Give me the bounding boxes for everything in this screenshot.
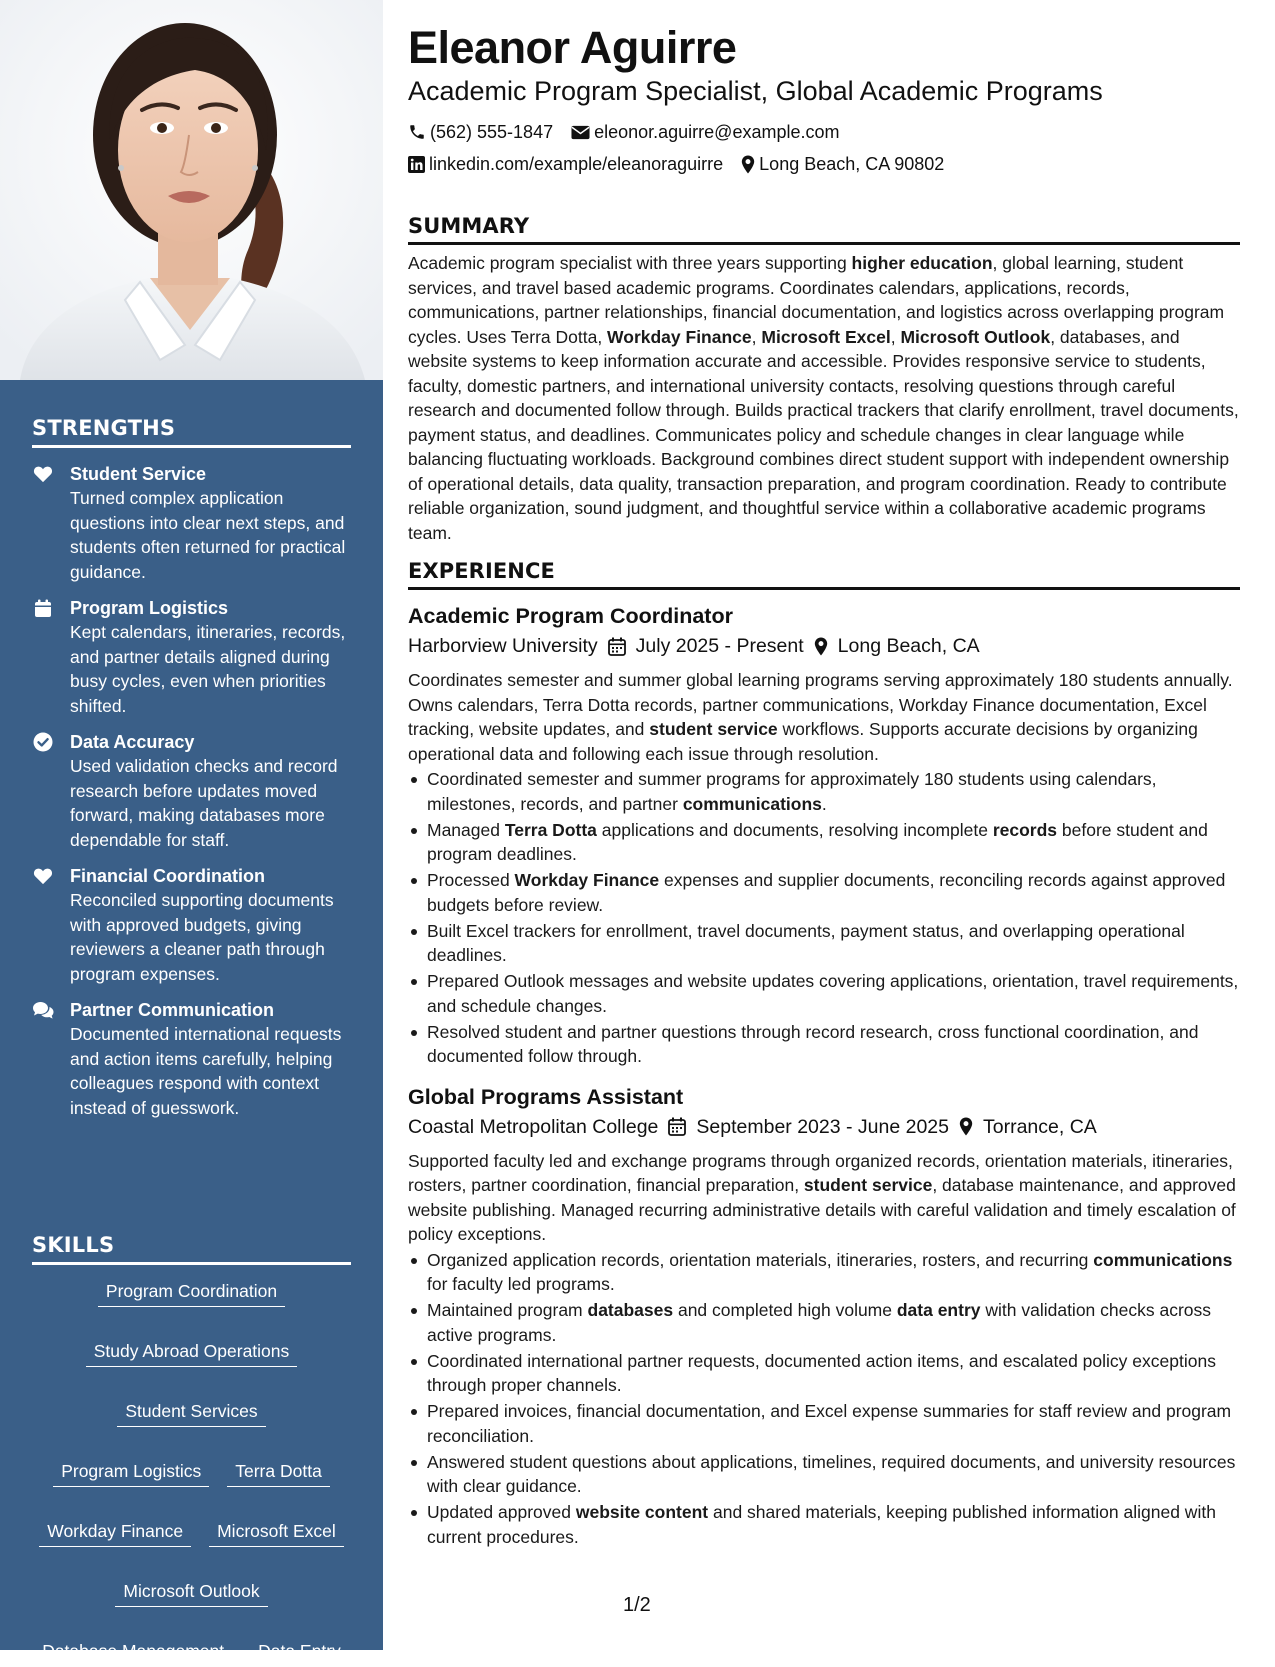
job-location: Torrance, CA: [983, 1115, 1097, 1138]
sidebar: [0, 0, 383, 1661]
skill-tag: Microsoft Outlook: [115, 1579, 267, 1607]
bullet-item: Organized application records, orientation materials, itineraries, rosters, and recurring communications for faculty led programs.: [408, 1248, 1240, 1297]
bullet-item: Prepared Outlook messages and website updates covering applications, orientation, travel requirements, and schedule changes.: [408, 969, 1240, 1018]
strength-title: Partner Communication: [70, 1000, 275, 1020]
heart-icon: [32, 464, 54, 484]
email-text: eleonor.aguirre@example.com: [594, 122, 840, 142]
bullet-item: Built Excel trackers for enrollment, travel documents, payment status, and overlapping operational deadlines.: [408, 919, 1240, 968]
skill-tag: Student Services: [117, 1399, 265, 1427]
candidate-title: Academic Program Specialist, Global Academic Programs: [408, 76, 1103, 106]
job-dates: September 2023 - June 2025: [696, 1115, 949, 1138]
strengths-section: [32, 416, 351, 1120]
map-marker-icon: [814, 637, 828, 656]
strength-item: [32, 596, 351, 718]
job-org: Coastal Metropolitan College: [408, 1115, 659, 1138]
phone-icon: [408, 123, 426, 141]
linkedin-contact[interactable]: [408, 148, 723, 180]
job-bullets: [408, 1248, 1240, 1550]
page-number: 1/2: [623, 1594, 651, 1616]
calendar-icon: [32, 598, 54, 618]
strength-desc: Reconciled supporting documents with approved budgets, giving reviewers a cleaner path through program expenses.: [70, 890, 334, 984]
bullet-item: Resolved student and partner questions through record research, cross functional coordination, and documented follow through.: [408, 1020, 1240, 1069]
job-description: Coordinates semester and summer global learning programs serving approximately 180 students annually. Owns calendars, Terra Dotta records, partner communications, Workday Finance documentation, Excel tracking, website updates, and student service workflows. Supports accurate decisions by organizing operational data and following each issue through resolution.: [408, 670, 1233, 764]
strengths-heading: STRENGTHS: [32, 416, 351, 448]
skills-list: [32, 1279, 351, 1667]
skills-section: [32, 1233, 351, 1667]
strength-desc: Turned complex application questions into clear next steps, and students often returned for practical guidance.: [70, 488, 346, 582]
candidate-name: Eleanor Aguirre: [408, 22, 737, 73]
strength-title: Student Service: [70, 464, 207, 484]
summary-heading: SUMMARY: [408, 214, 1240, 245]
strength-desc: Documented international requests and action items carefully, helping colleagues respond with context instead of guesswork.: [70, 1024, 342, 1118]
skill-tag: Program Logistics: [53, 1459, 209, 1487]
bullet-item: Managed Terra Dotta applications and documents, resolving incomplete records before student and program deadlines.: [408, 818, 1240, 867]
skill-tag: Database Management: [34, 1639, 232, 1667]
map-marker-icon: [959, 1117, 973, 1136]
linkedin-text: linkedin.com/example/eleanoraguirre: [429, 154, 724, 174]
strength-desc: Used validation checks and record research before updates moved forward, making databases more dependable for staff.: [70, 756, 338, 850]
main-content: [408, 22, 1240, 1551]
job-title: Academic Program Coordinator: [408, 604, 733, 628]
job-dates: July 2025 - Present: [635, 635, 804, 657]
calendar-icon: [668, 1117, 686, 1136]
skill-tag: Workday Finance: [39, 1519, 191, 1547]
skill-tag: Study Abroad Operations: [86, 1339, 298, 1367]
phone-contact[interactable]: [408, 116, 553, 148]
phone-text: (562) 555-1847: [430, 122, 554, 142]
job-bullets: [408, 767, 1240, 1069]
location-contact: [741, 148, 944, 180]
job-entry: [408, 602, 1240, 1069]
job-description: Supported faculty led and exchange programs through organized records, orientation materials, itineraries, rosters, partner coordination, financial preparation, student service, database maintenance, and approved website publishing. Managed recurring administrative details with careful validation and timely escalation of policy exceptions.: [408, 1150, 1236, 1244]
bullet-item: Prepared invoices, financial documentation, and Excel expense summaries for staff review and program reconciliation.: [408, 1399, 1240, 1448]
heart-icon: [32, 866, 54, 886]
map-marker-icon: [741, 155, 755, 174]
skills-heading: SKILLS: [32, 1233, 351, 1265]
strength-item: [32, 864, 351, 986]
location-text: Long Beach, CA 90802: [759, 154, 945, 174]
email-contact[interactable]: [571, 116, 839, 148]
experience-heading: EXPERIENCE: [408, 559, 1240, 590]
strength-item: [32, 998, 351, 1120]
job-title: Global Programs Assistant: [408, 1084, 684, 1109]
check-circle-icon: [32, 732, 54, 752]
job-location: Long Beach, CA: [837, 635, 980, 657]
job-entry: [408, 1083, 1240, 1550]
bullet-item: Coordinated semester and summer programs for approximately 180 students using calendars, milestones, records, and partner communications.: [408, 767, 1240, 816]
summary-text: Academic program specialist with three years supporting higher education, global learning, student services, and travel based academic programs. Coordinates calendars, applications, records, communications, partner relationships, financial documentation, and logistics across overlapping program cycles. Uses Terra Dotta, Workday Finance, Microsoft Excel, Microsoft Outlook, databases, and website systems to keep information accurate and accessible. Provides responsive service to students, faculty, domestic partners, and international university contacts, resolving questions through careful research and documented follow through. Builds practical trackers that clarify enrollment, travel documents, payment status, and deadlines. Communicates policy and schedule changes in clear language while balancing fluctuating workloads. Background combines direct student support with independent ownership of operational details, data quality, transaction preparation, and program coordination. Ready to contribute reliable organization, sound judgment, and thoughtful service within a collaborative academic programs team.: [408, 253, 1239, 543]
summary-section: [408, 214, 1240, 545]
skill-tag: Program Coordination: [98, 1279, 285, 1307]
bullet-item: Updated approved website content and shared materials, keeping published information aligned with current procedures.: [408, 1500, 1240, 1549]
job-org: Harborview University: [408, 635, 598, 657]
skill-tag: Data Entry: [250, 1639, 349, 1667]
job-meta: [408, 630, 1240, 662]
strength-item: [32, 462, 351, 584]
strength-desc: Kept calendars, itineraries, records, and partner details aligned during busy cycles, even when priorities shifted.: [70, 622, 346, 716]
contact-info: [408, 116, 1240, 180]
strength-item: [32, 730, 351, 852]
envelope-icon: [571, 125, 590, 140]
experience-section: [408, 559, 1240, 1549]
bullet-item: Processed Workday Finance expenses and supplier documents, reconciling records against approved budgets before review.: [408, 868, 1240, 917]
job-meta: [408, 1111, 1240, 1143]
skill-tag: Microsoft Excel: [209, 1519, 344, 1547]
strength-title: Program Logistics: [70, 598, 229, 618]
bullet-item: Answered student questions about applications, timelines, required documents, and university resources with clear guidance.: [408, 1450, 1240, 1499]
bullet-item: Coordinated international partner requests, documented action items, and escalated policy exceptions through proper channels.: [408, 1349, 1240, 1398]
skill-tag: Terra Dotta: [227, 1459, 330, 1487]
linkedin-icon: [408, 156, 425, 173]
calendar-icon: [608, 637, 626, 656]
strength-title: Data Accuracy: [70, 732, 195, 752]
strength-title: Financial Coordination: [70, 866, 266, 886]
bullet-item: Maintained program databases and completed high volume data entry with validation checks across active programs.: [408, 1298, 1240, 1347]
profile-photo: [0, 0, 383, 380]
comments-icon: [32, 1000, 54, 1020]
